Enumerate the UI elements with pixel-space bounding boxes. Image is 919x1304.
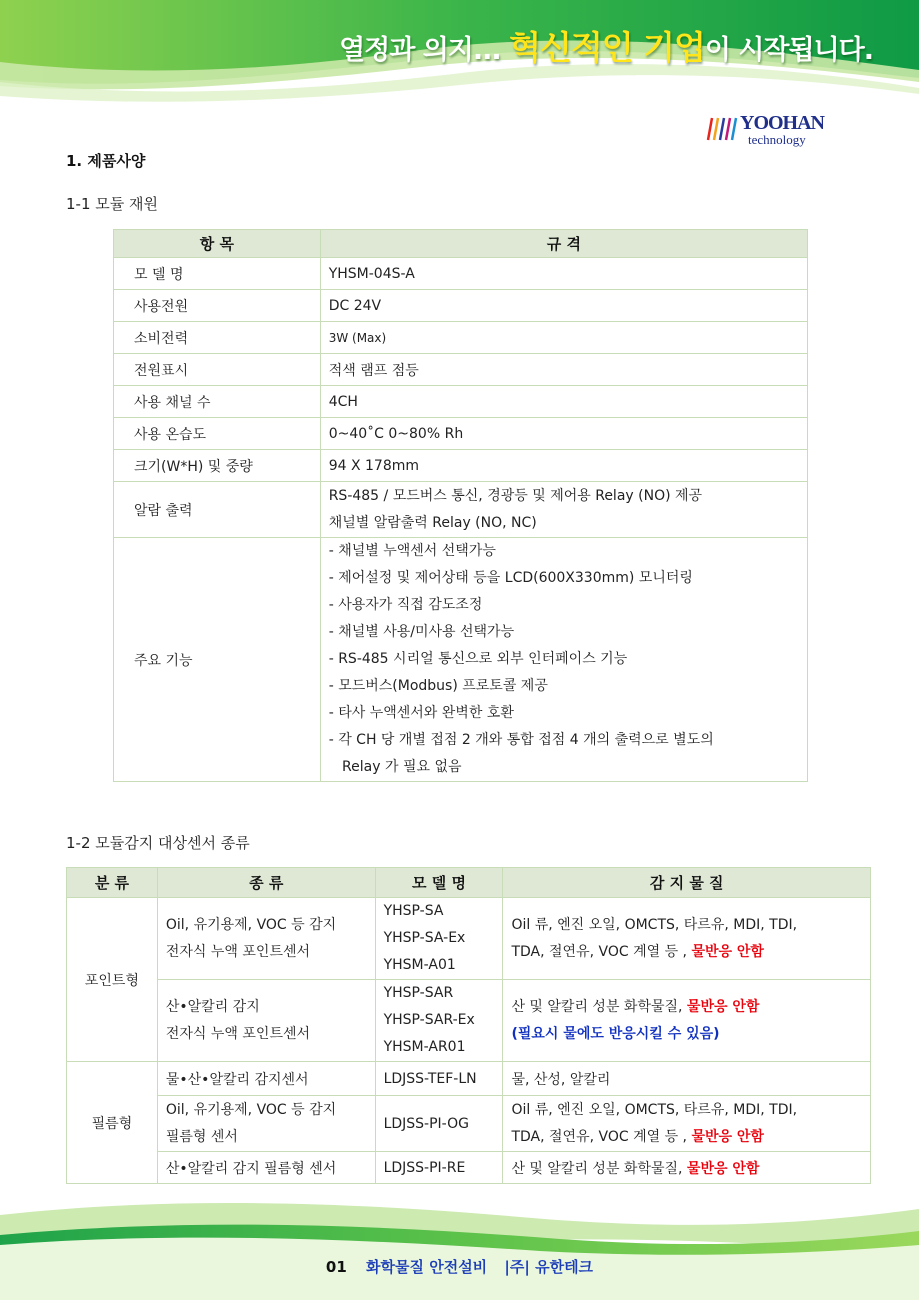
table-row <box>114 418 808 450</box>
model-name: YHSP-SAR-Ex <box>383 1012 475 1028</box>
model-name: LDJSS-PI-RE <box>375 1152 503 1184</box>
table-row <box>67 980 871 1062</box>
sensor-type-line: Oil, 유기용제, VOC 등 감지 <box>165 916 337 933</box>
page-number: 01 <box>325 1258 347 1276</box>
detection-text: 산 및 알칼리 성분 화학물질, <box>511 998 687 1015</box>
section-title-product-spec: 1. 제품사양 <box>66 152 146 170</box>
table-header-row <box>114 230 808 258</box>
footer-wave-graphic <box>0 1195 919 1300</box>
detection-substances <box>503 1152 871 1184</box>
table-row <box>67 1096 871 1152</box>
spec-label: 소비전력 <box>114 322 321 354</box>
table-header-row <box>67 868 871 898</box>
detection-text: TDA, 절연유, VOC 계열 등 , <box>511 943 692 960</box>
sensor-type: 물•산•알칼리 감지센서 <box>157 1062 375 1096</box>
category-film: 필름형 <box>67 1062 158 1184</box>
spec-label: 크기(W*H) 및 중량 <box>114 450 321 482</box>
model-name: YHSP-SAR <box>383 985 454 1001</box>
feature-line: - RS-485 시리얼 통신으로 외부 인터페이스 기능 <box>328 651 628 667</box>
header-banner <box>0 0 919 110</box>
spec-label: 주요 기능 <box>114 538 321 782</box>
spec-value: YHSM-04S-A <box>320 258 807 290</box>
detection-text: 산 및 알칼리 성분 화학물질, <box>511 1160 687 1177</box>
section-title-sensor-types: 1-2 모듈감지 대상센서 종류 <box>66 834 250 852</box>
spec-value: 0~40˚C 0~80% Rh <box>320 418 807 450</box>
column-header-category: 분 류 <box>67 868 158 898</box>
spec-value-alarm <box>320 482 807 538</box>
detection-line: Oil 류, 엔진 오일, OMCTS, 타르유, MDI, TDI, <box>511 916 798 933</box>
column-header-item: 항 목 <box>114 230 321 258</box>
sensor-type-line: 산•알칼리 감지 <box>165 998 260 1015</box>
sensor-type-line: 필름형 센서 <box>165 1128 238 1145</box>
feature-line: - 제어설정 및 제어상태 등을 LCD(600X330mm) 모니터링 <box>328 570 693 586</box>
alarm-line: RS-485 / 모드버스 통신, 경광등 및 제어용 Relay (NO) 제공 <box>328 487 703 504</box>
category-point: 포인트형 <box>67 898 158 1062</box>
sensor-type: 산•알칼리 감지 필름형 센서 <box>157 1152 375 1184</box>
sensor-type <box>157 1096 375 1152</box>
table-row <box>114 482 808 538</box>
model-name: YHSM-AR01 <box>383 1039 466 1055</box>
feature-line: Relay 가 필요 없음 <box>328 759 462 775</box>
detection-substances <box>503 1096 871 1152</box>
sensor-type-line: 전자식 누액 포인트센서 <box>165 1025 311 1042</box>
detection-substances <box>503 898 871 980</box>
detection-text: TDA, 절연유, VOC 계열 등 , <box>511 1128 692 1145</box>
model-name: LDJSS-TEF-LN <box>375 1062 503 1096</box>
spec-value: DC 24V <box>320 290 807 322</box>
no-water-reaction-note: 물반응 안함 <box>691 1128 764 1145</box>
model-name: YHSM-A01 <box>383 957 456 973</box>
spec-value-features <box>320 538 807 782</box>
slogan-part1: 열정과 의지... <box>339 35 501 66</box>
module-spec-table <box>113 229 808 782</box>
spec-value: 4CH <box>320 386 807 418</box>
table-row <box>114 258 808 290</box>
feature-line: - 채널별 누액센서 선택가능 <box>328 543 496 559</box>
table-row <box>114 386 808 418</box>
table-row <box>114 354 808 386</box>
sensor-type <box>157 980 375 1062</box>
logo-stripes-icon <box>706 116 740 142</box>
spec-label: 사용 채널 수 <box>114 386 321 418</box>
column-header-spec: 규 격 <box>320 230 807 258</box>
table-row <box>67 1152 871 1184</box>
footer-company: 화학물질 안전설비 <box>366 1258 488 1276</box>
model-names <box>375 980 503 1062</box>
logo-subtitle: technology <box>748 132 806 147</box>
company-logo <box>706 110 856 150</box>
detection-line: Oil 류, 엔진 오일, OMCTS, 타르유, MDI, TDI, <box>511 1101 798 1118</box>
footer-banner <box>0 1195 919 1300</box>
water-reaction-option-note: (필요시 물에도 반응시킬 수 있음) <box>511 1025 720 1042</box>
model-name: YHSP-SA-Ex <box>383 930 466 946</box>
sensor-type-line: 전자식 누액 포인트센서 <box>165 943 311 960</box>
table-row <box>114 290 808 322</box>
table-row <box>67 1062 871 1096</box>
logo-name: YOOHAN <box>740 112 824 134</box>
model-name: YHSP-SA <box>383 903 444 919</box>
sensor-type-table <box>66 867 871 1184</box>
spec-label: 전원표시 <box>114 354 321 386</box>
spec-value: 3W (Max) <box>320 322 807 354</box>
sensor-type-line: Oil, 유기용제, VOC 등 감지 <box>165 1101 337 1118</box>
feature-line: - 사용자가 직접 감도조정 <box>328 597 483 613</box>
slogan <box>339 22 873 69</box>
detection-line <box>511 994 870 1021</box>
no-water-reaction-note: 물반응 안함 <box>686 998 760 1015</box>
spec-label: 모 델 명 <box>114 258 321 290</box>
column-header-type: 종 류 <box>157 868 375 898</box>
model-name: LDJSS-PI-OG <box>375 1096 503 1152</box>
table-row <box>114 322 808 354</box>
model-names <box>375 898 503 980</box>
spec-value: 94 X 178mm <box>320 450 807 482</box>
table-row <box>114 538 808 782</box>
spec-label: 사용 온습도 <box>114 418 321 450</box>
column-header-model: 모 델 명 <box>375 868 503 898</box>
detection-substances: 물, 산성, 알칼리 <box>503 1062 871 1096</box>
alarm-line: 채널별 알람출력 Relay (NO, NC) <box>328 514 537 531</box>
feature-line: - 모드버스(Modbus) 프로토콜 제공 <box>328 678 548 694</box>
no-water-reaction-note: 물반응 안함 <box>686 1160 760 1177</box>
detection-line <box>511 939 870 966</box>
footer-text <box>0 1256 919 1277</box>
table-row <box>67 898 871 980</box>
feature-line: - 채널별 사용/미사용 선택가능 <box>328 624 515 640</box>
spec-label: 사용전원 <box>114 290 321 322</box>
footer-brand: |주| 유한테크 <box>504 1258 594 1276</box>
detection-substances <box>503 980 871 1062</box>
slogan-part2: 이 시작됩니다. <box>704 35 873 66</box>
column-header-detection: 감 지 물 질 <box>503 868 871 898</box>
table-row <box>114 450 808 482</box>
no-water-reaction-note: 물반응 안함 <box>691 943 764 960</box>
detection-line <box>511 1124 870 1151</box>
sensor-type <box>157 898 375 980</box>
section-title-module-spec: 1-1 모듈 재원 <box>66 195 158 213</box>
spec-label: 알람 출력 <box>114 482 321 538</box>
feature-line: - 각 CH 당 개별 접점 2 개와 통합 접점 4 개의 출력으로 별도의 <box>328 732 714 748</box>
feature-line: - 타사 누액센서와 완벽한 호환 <box>328 705 514 721</box>
spec-value: 적색 램프 점등 <box>320 354 807 386</box>
slogan-highlight: 혁신적인 기업 <box>509 28 705 67</box>
